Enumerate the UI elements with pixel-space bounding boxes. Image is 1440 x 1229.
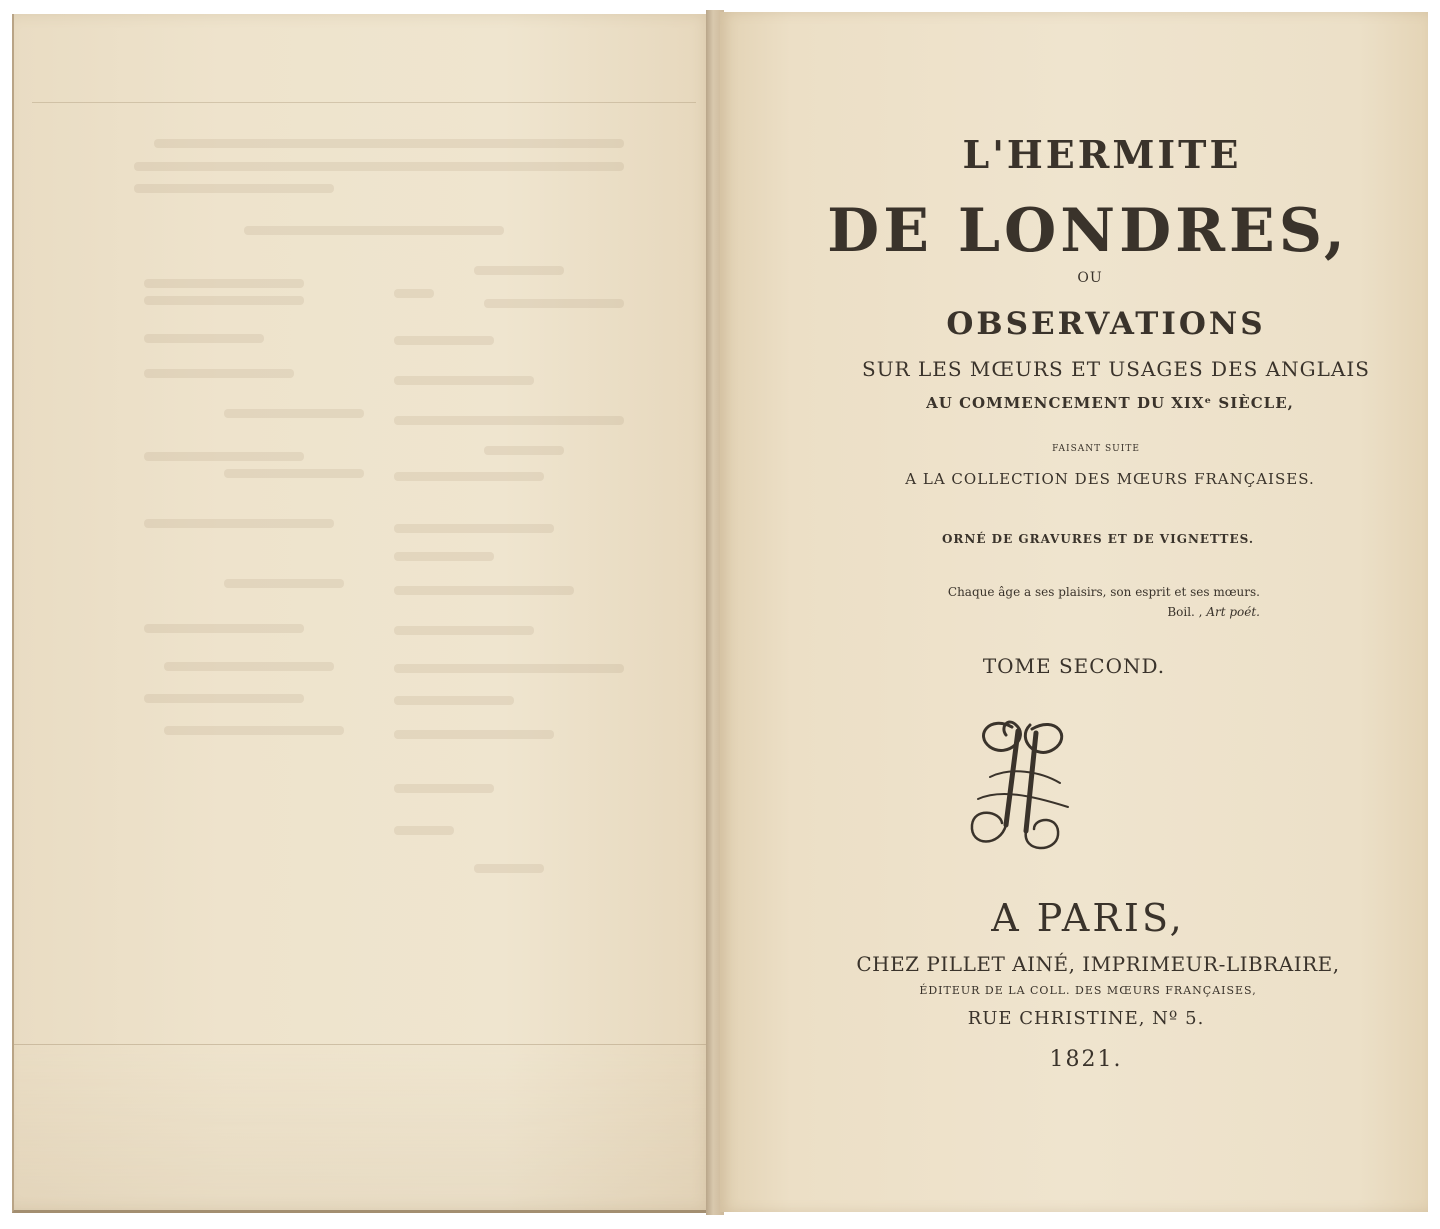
show-through-text [394, 376, 534, 385]
subtitle-line-2: AU COMMENCEMENT DU XIXᵉ SIÈCLE, [926, 394, 1294, 412]
show-through-text [484, 446, 564, 455]
show-through-text [134, 184, 334, 193]
show-through-text [154, 139, 624, 148]
show-through-text [224, 579, 344, 588]
illustrations-note: ORNÉ DE GRAVURES ET DE VIGNETTES. [941, 532, 1255, 546]
show-through-text [224, 469, 364, 478]
show-through-text [144, 334, 264, 343]
show-through-text [144, 452, 304, 461]
show-through-text [394, 730, 554, 739]
title-line-2: DE LONDRES, [827, 196, 1349, 266]
show-through-text [484, 299, 624, 308]
imprint-place: A PARIS, [991, 896, 1185, 940]
subtitle-observations: OBSERVATIONS [946, 306, 1266, 342]
epigraph-source [930, 602, 1260, 622]
show-through-text [394, 552, 494, 561]
show-through-text [394, 416, 624, 425]
show-through-text [144, 694, 304, 703]
publisher-monogram-icon [960, 707, 1080, 857]
imprint-year: 1821. [1049, 1047, 1123, 1072]
imprint-publisher: CHEZ PILLET AINÉ, IMPRIMEUR-LIBRAIRE, [856, 952, 1340, 976]
show-through-text [394, 289, 434, 298]
show-through-text [394, 626, 534, 635]
title-conjunction: OU [1077, 270, 1103, 286]
series-note: A LA COLLECTION DES MŒURS FRANÇAISES. [905, 470, 1315, 488]
show-through-text [134, 162, 624, 171]
show-through-text [224, 409, 364, 418]
show-through-text [394, 336, 494, 345]
show-through-text [474, 266, 564, 275]
show-through-text [394, 826, 454, 835]
show-through-text [144, 624, 304, 633]
page-lower-fold [14, 1044, 714, 1210]
show-through-text [394, 472, 544, 481]
show-through-text [474, 864, 544, 873]
title-page [720, 12, 1428, 1212]
show-through-text [144, 519, 334, 528]
show-through-text [164, 726, 344, 735]
imprint-publisher-role: ÉDITEUR DE LA COLL. DES MŒURS FRANÇAISES, [919, 984, 1257, 997]
page-fold-line [32, 102, 696, 103]
show-through-text [394, 784, 494, 793]
title-line-1: L'HERMITE [962, 132, 1242, 177]
imprint-address: RUE CHRISTINE, Nº 5. [967, 1008, 1205, 1029]
subtitle-line-1: SUR LES MŒURS ET USAGES DES ANGLAIS [862, 357, 1370, 381]
show-through-text [394, 664, 624, 673]
show-through-text [394, 586, 574, 595]
show-through-text [394, 524, 554, 533]
show-through-text [164, 662, 334, 671]
show-through-text [144, 369, 294, 378]
show-through-text [244, 226, 504, 235]
epigraph-work: Art poét. [1206, 605, 1260, 619]
epigraph-author: Boil. , [1167, 605, 1203, 619]
epigraph [930, 582, 1260, 622]
verso-page [12, 14, 714, 1213]
series-note-small: FAISANT SUITE [1052, 444, 1140, 454]
volume-label: TOME SECOND. [982, 654, 1166, 678]
show-through-text [144, 279, 304, 288]
show-through-text [394, 696, 514, 705]
epigraph-quote: Chaque âge a ses plaisirs, son esprit et ses mœurs. [947, 585, 1260, 599]
show-through-text [144, 296, 304, 305]
